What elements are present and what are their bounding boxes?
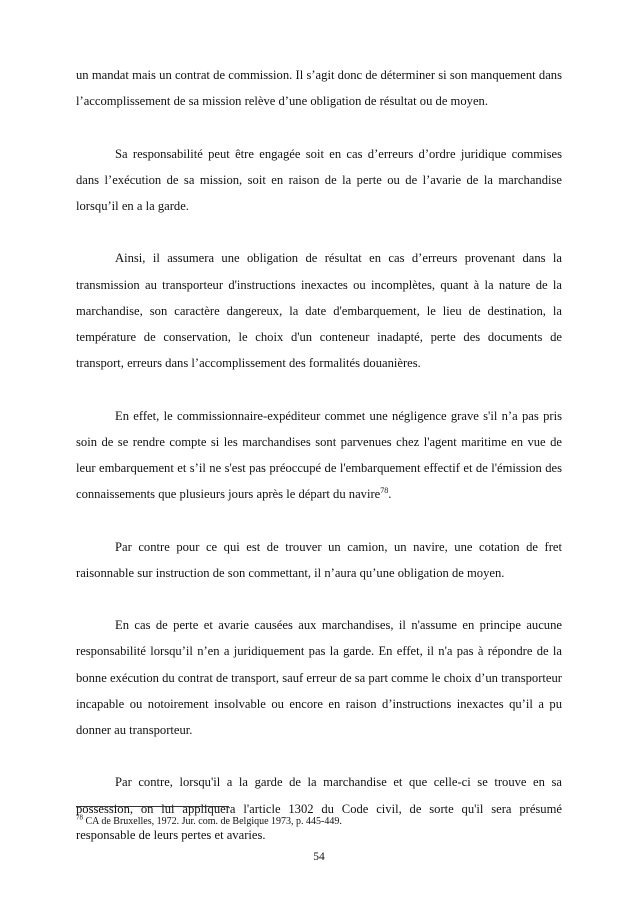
footnote [76, 815, 562, 828]
footnote-reference: 78 [380, 486, 389, 496]
paragraph-text: En effet, le commissionnaire-expéditeur commet une négligence grave s'il n’a pas pris soin de se rendre compte si les marchandises sont parvenues chez l'agent maritime en vue de leur embarquement et s’il ne s'est pas préoccupé de l'embarquement effectif et de l'émission des connaissements que plusieurs jours après le départ du navire [76, 408, 562, 502]
paragraph: Sa responsabilité peut être engagée soit en cas d’erreurs d’ordre juridique commises dans l’exécution de sa mission, soit en raison de la perte ou de l’avarie de la marchandise lorsqu’il en a la garde. [76, 146, 562, 213]
paragraph: En cas de perte et avarie causées aux marchandises, il n'assume en principe aucune responsabilité lorsqu’il n’en a juridiquement pas la garde. En effet, il n'a pas à répondre de la bonne exécution du contrat de transport, sauf erreur de sa part comme le choix d’un transporteur incapable ou notoirement insolvable ou encore en raison d’instructions inexactes qu’il a pu donner au transporteur. [76, 618, 562, 737]
paragraph: Par contre pour ce qui est de trouver un camion, un navire, une cotation de fret raisonnable sur instruction de son commettant, il n’aura qu’une obligation de moyen. [76, 539, 562, 580]
paragraph: un mandat mais un contrat de commission. Il s’agit donc de déterminer si son manquement dans l’accomplissement de sa mission relève d’une obligation de résultat ou de moyen. [76, 68, 562, 109]
page-number: 54 [313, 851, 325, 863]
footnote-text: CA de Bruxelles, 1972. Jur. com. de Belgique 1973, p. 445-449. [83, 816, 342, 827]
sentence-end: . [388, 487, 392, 502]
paragraph: Ainsi, il assumera une obligation de résultat en cas d’erreurs provenant dans la transmission au transporteur d'instructions inexactes ou incomplètes, quant à la nature de la marchandise, son caractère dangereux, la date d'embarquement, le lieu de destination, la température de conservation, le choix d'un conteneur inadapté, perte des documents de transport, erreurs dans l’accomplissement des formalités douanières. [76, 251, 562, 371]
footnote-number: 78 [76, 813, 83, 822]
body-text [76, 62, 562, 874]
footnote-separator [76, 806, 229, 807]
paragraph-with-footnote [76, 403, 562, 508]
paragraph: Par contre, lorsqu'il a la garde de la marchandise et que celle-ci se trouve en sa possession, on lui appliquera l'article 1302 du Code civil, de sorte qu'il sera présumé responsable de leurs pertes et avaries. [76, 775, 562, 842]
